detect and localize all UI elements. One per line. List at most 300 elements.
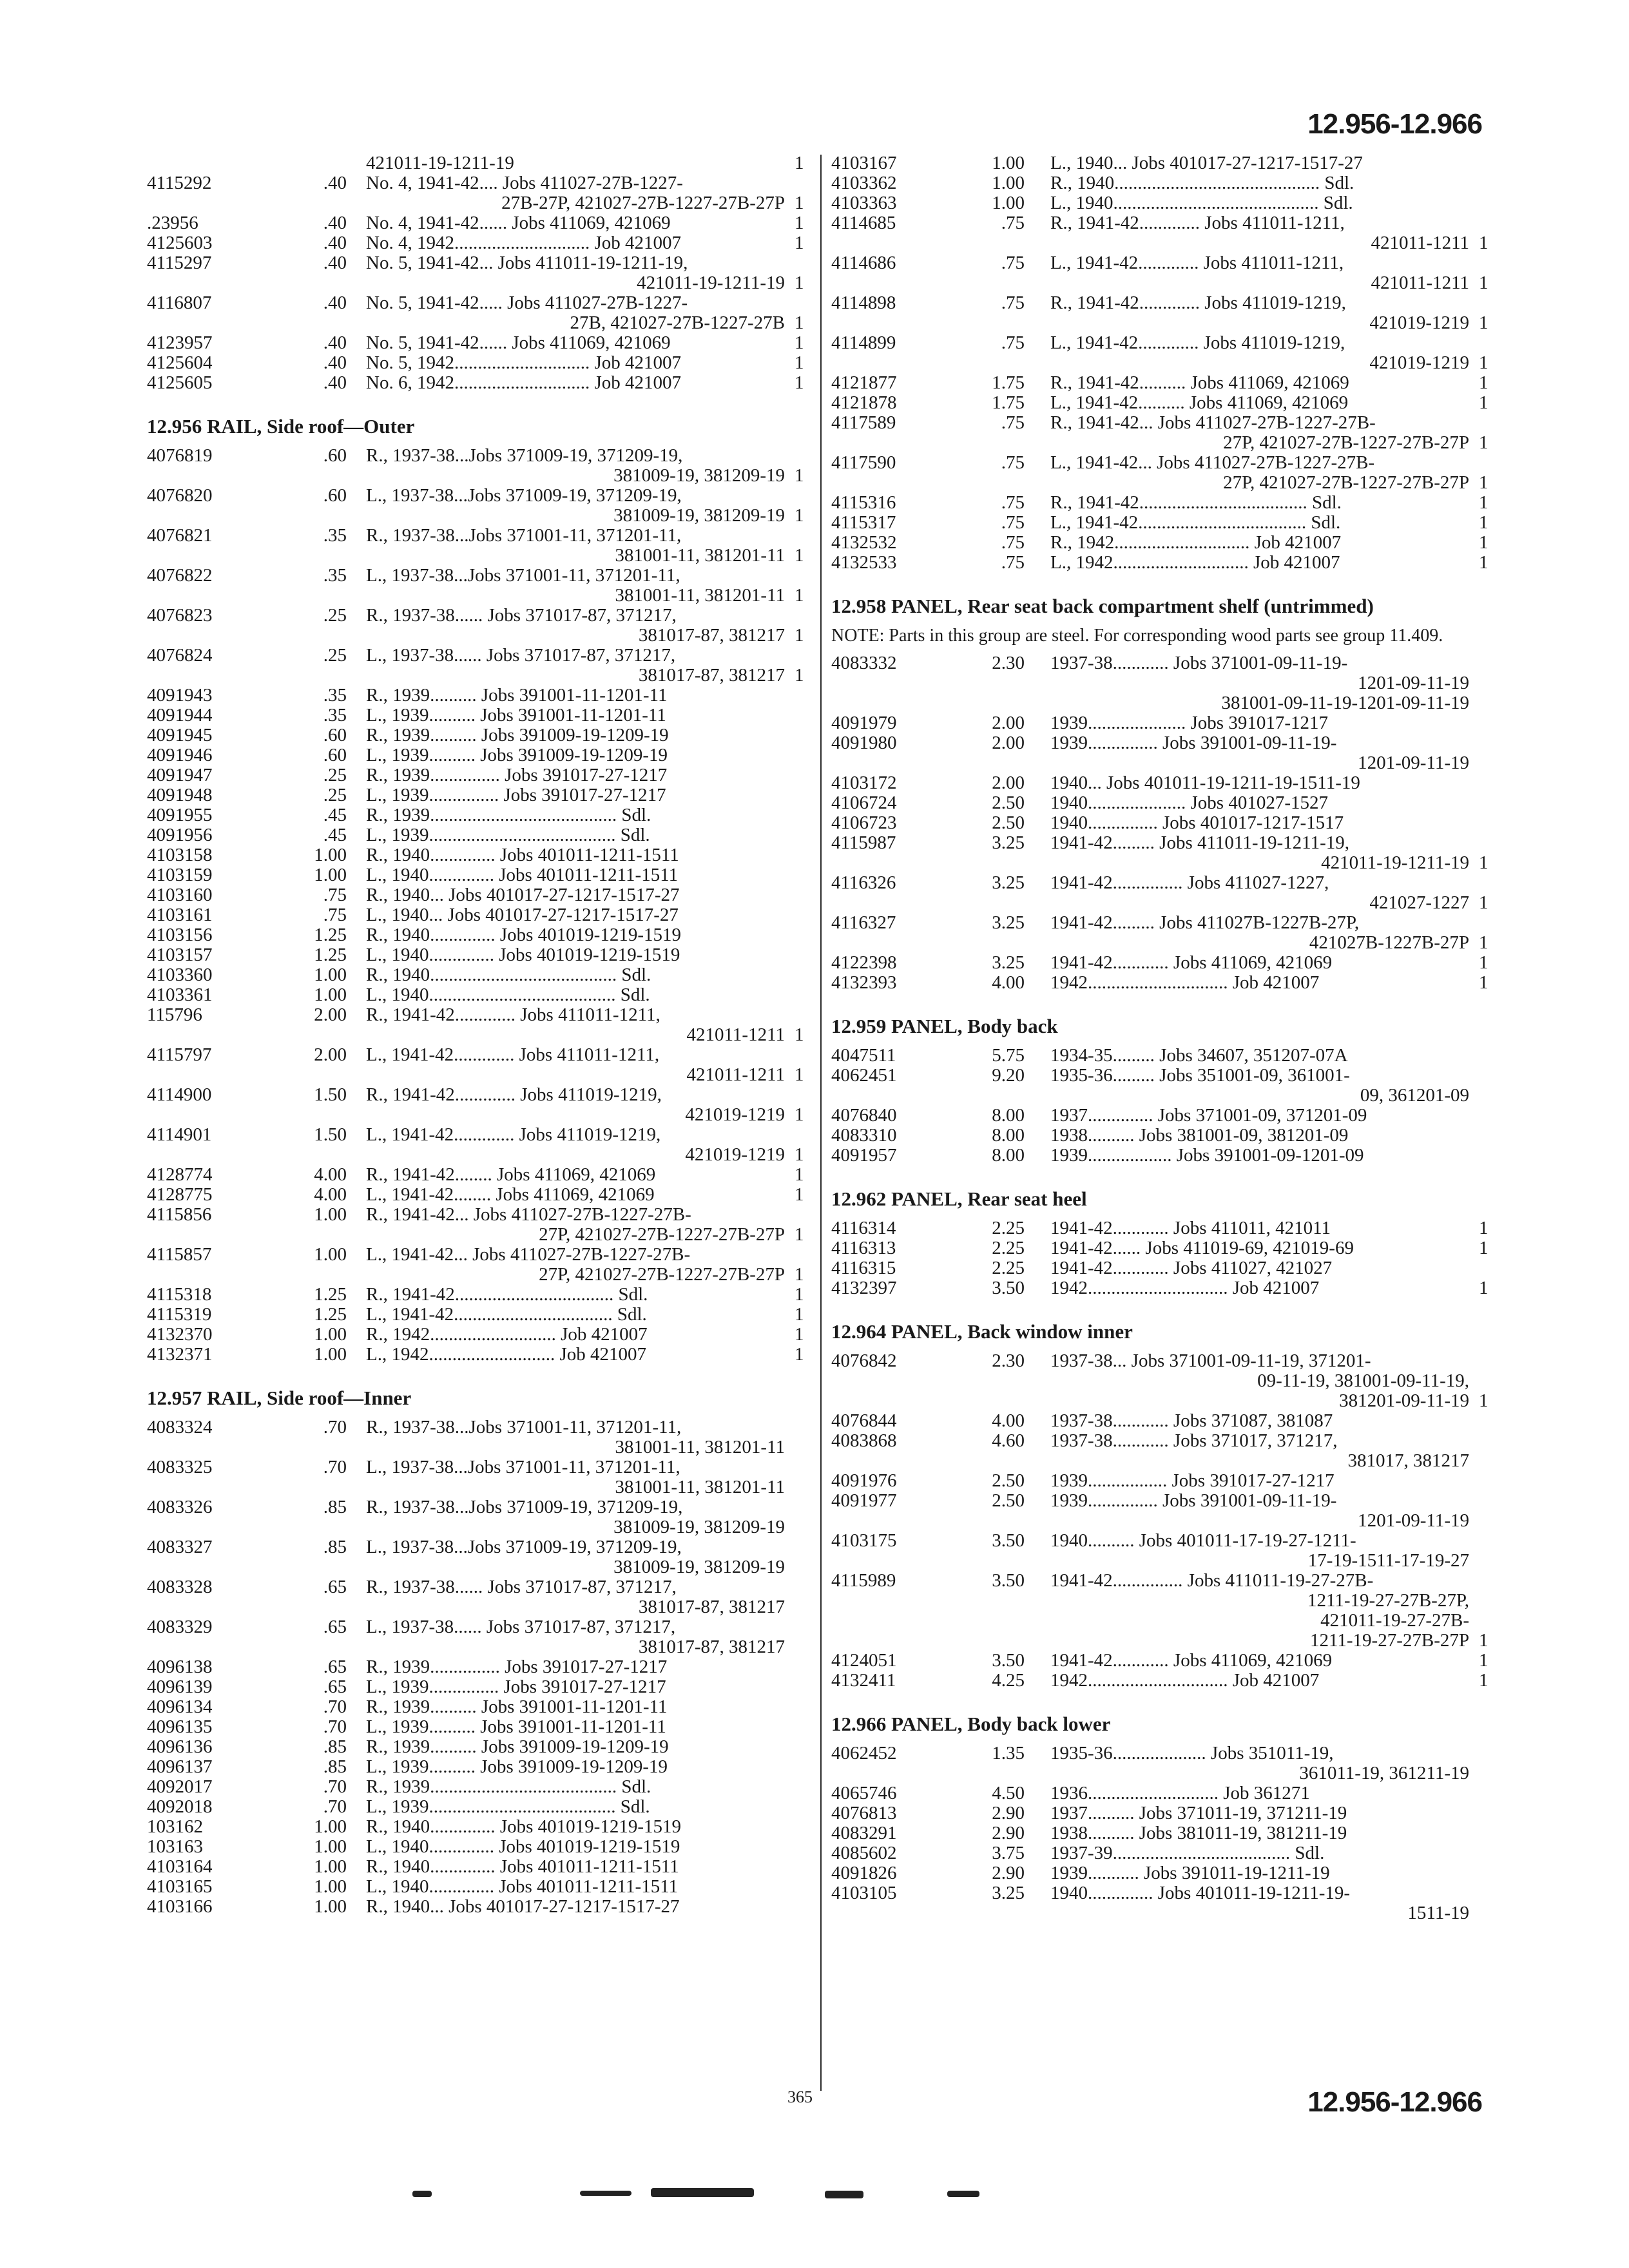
part-row: [147, 353, 813, 373]
page-range-header: 12.956-12.966: [1307, 108, 1482, 140]
part-description: [366, 706, 785, 726]
part-price: 2.00: [992, 713, 1025, 733]
description-line: 1941-42...... Jobs 411019-69, 421019-69: [1050, 1238, 1354, 1258]
description-line: No. 4, 1941-42.... Jobs 411027-27B-1227-: [366, 173, 683, 193]
description-line: 1936............................ Job 361271: [1050, 1783, 1310, 1803]
description-line: L., 1941-42.................................... Sdl.: [1050, 512, 1341, 533]
part-row: [831, 513, 1496, 533]
part-row: [831, 1106, 1496, 1126]
part-price: 2.00: [314, 1044, 347, 1065]
part-row: [147, 1697, 813, 1717]
part-description: [1050, 1883, 1469, 1923]
part-row: [147, 945, 813, 965]
description-line: 27P, 421027-27B-1227-27B-27P: [1223, 472, 1469, 493]
part-row: [147, 153, 813, 173]
scan-artifact: [947, 2191, 979, 2197]
description-line: R., 1939.......... Jobs 391001-11-1201-11: [366, 1696, 668, 1717]
description-line: L., 1941-42........ Jobs 411069, 421069: [366, 1184, 655, 1205]
part-row: [831, 533, 1496, 553]
description-line: R., 1940.............. Jobs 401019-1219-1519: [366, 1816, 681, 1837]
part-price: .65: [323, 1577, 347, 1597]
part-price: 4.50: [992, 1783, 1025, 1803]
description-line: R., 1937-38...Jobs 371009-19, 371209-19,: [366, 1497, 683, 1517]
part-number: 4115297: [147, 253, 212, 273]
part-quantity: 1: [1479, 273, 1489, 293]
part-price: .75: [1001, 253, 1025, 273]
description-line: 421011-1211: [1371, 233, 1469, 253]
part-price: 1.00: [314, 1244, 347, 1265]
part-row: [831, 253, 1496, 293]
part-description: [366, 686, 785, 706]
part-description: [366, 373, 785, 393]
part-number: 4114685: [831, 213, 896, 233]
part-description: [366, 1325, 785, 1345]
description-line: L., 1940............................................ Sdl.: [1050, 193, 1353, 213]
part-row: [147, 686, 813, 706]
part-quantity: 1: [1479, 472, 1489, 493]
description-line: R., 1937-38...... Jobs 371017-87, 371217,: [366, 605, 677, 626]
right-column: [831, 153, 1496, 1923]
part-row: [147, 765, 813, 785]
part-number: 4083328: [147, 1577, 213, 1597]
part-row: [147, 1777, 813, 1797]
part-quantity: 1: [1479, 352, 1489, 373]
part-description: [366, 1418, 785, 1457]
part-price: 1.75: [992, 372, 1025, 393]
part-number: 4124051: [831, 1650, 897, 1671]
part-row: [831, 1744, 1496, 1783]
part-number: 4091956: [147, 825, 213, 845]
part-price: .40: [323, 293, 347, 313]
part-number: 4103167: [831, 153, 897, 173]
part-row: [147, 1817, 813, 1837]
description-line: R., 1941-42.................................... Sdl.: [1050, 492, 1342, 513]
page-number: 365: [787, 2088, 813, 2106]
page-range-footer: 12.956-12.966: [1307, 2086, 1482, 2118]
part-description: [1050, 553, 1469, 573]
description-line: 1940.......... Jobs 401011-17-19-27-1211-: [1050, 1530, 1356, 1551]
part-description: [1050, 213, 1469, 253]
part-row: [831, 1671, 1496, 1691]
part-row: [147, 1877, 813, 1897]
part-price: .35: [323, 525, 347, 546]
description-line: 1937.............. Jobs 371001-09, 371201-09: [1050, 1105, 1367, 1126]
description-line: 1940..................... Jobs 401027-1527: [1050, 793, 1328, 813]
part-quantity: 1: [1479, 432, 1489, 453]
part-description: [1050, 713, 1469, 733]
part-price: 9.20: [992, 1065, 1025, 1086]
part-number: 4103160: [147, 885, 213, 905]
part-description: [366, 1817, 785, 1837]
part-row: [831, 1803, 1496, 1823]
part-number: 4096139: [147, 1677, 213, 1697]
part-row: [831, 213, 1496, 253]
part-number: 4091944: [147, 705, 213, 726]
part-description: [366, 1497, 785, 1537]
part-row: [831, 813, 1496, 833]
part-row: [147, 173, 813, 213]
part-number: 4103363: [831, 193, 897, 213]
part-quantity: 1: [795, 1144, 804, 1165]
part-number: 4132532: [831, 532, 897, 553]
part-row: [831, 1411, 1496, 1431]
part-row: [831, 1218, 1496, 1238]
part-description: [366, 333, 785, 353]
part-number: 4076844: [831, 1410, 897, 1431]
part-price: .75: [1001, 512, 1025, 533]
part-price: .35: [323, 565, 347, 586]
part-price: .85: [323, 1756, 347, 1777]
part-price: 1.00: [314, 1204, 347, 1225]
part-description: [1050, 173, 1469, 193]
part-price: 8.00: [992, 1105, 1025, 1126]
part-number: 4115316: [831, 492, 896, 513]
description-line: 1939............... Jobs 391001-09-11-19-: [1050, 1490, 1337, 1511]
description-line: R., 1939.......... Jobs 391009-19-1209-19: [366, 1736, 669, 1757]
description-line: 1941-42......... Jobs 411011-19-1211-19,: [1050, 832, 1349, 853]
part-description: [1050, 1863, 1469, 1883]
part-description: [366, 1457, 785, 1497]
part-number: 4103172: [831, 773, 897, 793]
part-description: [366, 1285, 785, 1305]
part-number: 4091980: [831, 733, 897, 753]
part-row: [147, 1205, 813, 1245]
description-line: 1938.......... Jobs 381011-19, 381211-19: [1050, 1823, 1347, 1843]
part-description: [1050, 1411, 1469, 1431]
part-price: .75: [1001, 412, 1025, 433]
part-description: [366, 1777, 785, 1797]
part-description: [1050, 1671, 1469, 1691]
part-row: [147, 1577, 813, 1617]
part-number: 103162: [147, 1816, 203, 1837]
part-description: [366, 985, 785, 1005]
description-line: 381009-19, 381209-19: [613, 505, 785, 526]
part-number: 4076819: [147, 445, 213, 466]
description-line: 381001-11, 381201-11: [615, 545, 785, 566]
description-line: 1940... Jobs 401011-19-1211-19-1511-19: [1050, 773, 1360, 793]
description-line: R., 1937-38...Jobs 371001-11, 371201-11,: [366, 525, 682, 546]
part-quantity: 1: [1479, 512, 1489, 533]
part-row: [831, 1258, 1496, 1278]
part-number: 4085602: [831, 1843, 897, 1863]
part-price: 1.25: [314, 945, 347, 965]
part-row: [147, 825, 813, 845]
part-price: 1.00: [992, 153, 1025, 173]
part-price: 1.00: [314, 1896, 347, 1917]
description-line: 381001-11, 381201-11: [615, 585, 785, 606]
part-price: 1.00: [314, 985, 347, 1005]
part-row: [831, 1126, 1496, 1146]
part-price: .70: [323, 1417, 347, 1437]
part-price: .75: [1001, 332, 1025, 353]
part-price: 2.90: [992, 1803, 1025, 1823]
part-row: [831, 1238, 1496, 1258]
part-price: .65: [323, 1617, 347, 1637]
part-number: 4103164: [147, 1856, 213, 1877]
part-quantity: 1: [795, 545, 804, 566]
part-description: [366, 1005, 785, 1045]
part-description: [1050, 1843, 1469, 1863]
part-number: 4083291: [831, 1823, 897, 1843]
part-number: 4116807: [147, 293, 212, 313]
part-description: [366, 1165, 785, 1185]
part-row: [831, 193, 1496, 213]
description-line: 1941-42............ Jobs 411069, 421069: [1050, 952, 1333, 973]
description-line: 381001-09-11-19-1201-09-11-19: [1221, 693, 1469, 713]
part-number: 4115856: [147, 1204, 212, 1225]
part-row: [831, 1823, 1496, 1843]
part-number: 4115857: [147, 1244, 212, 1265]
part-number: 4125603: [147, 233, 213, 253]
part-number: 4116313: [831, 1238, 896, 1258]
description-line: R., 1940........................................ Sdl.: [366, 965, 651, 985]
part-number: 4065746: [831, 1783, 897, 1803]
description-line: 09, 361201-09: [1360, 1085, 1469, 1106]
part-description: [1050, 413, 1469, 453]
part-number: 4076820: [147, 485, 213, 506]
part-number: 4121878: [831, 392, 897, 413]
part-row: [831, 1351, 1496, 1411]
part-quantity: 1: [795, 372, 804, 393]
part-number: 4062452: [831, 1743, 897, 1763]
part-description: [1050, 1258, 1469, 1278]
part-price: 3.25: [992, 872, 1025, 893]
part-row: [147, 526, 813, 566]
part-description: [1050, 773, 1469, 793]
part-description: [366, 1345, 785, 1365]
part-row: [147, 1837, 813, 1857]
part-price: 1.00: [314, 1856, 347, 1877]
part-quantity: 1: [1479, 1670, 1489, 1691]
part-number: 4114900: [147, 1084, 212, 1105]
part-price: .85: [323, 1736, 347, 1757]
description-line: No. 4, 1941-42...... Jobs 411069, 421069: [366, 213, 671, 233]
part-row: [147, 1418, 813, 1457]
part-description: [366, 726, 785, 745]
description-line: 421011-1211: [686, 1064, 785, 1085]
part-price: 1.50: [314, 1084, 347, 1105]
description-line: L., 1942............................. Job 421007: [1050, 552, 1340, 573]
part-price: 1.00: [314, 965, 347, 985]
part-row: [831, 333, 1496, 373]
part-price: .40: [323, 372, 347, 393]
part-quantity: 1: [795, 1324, 804, 1345]
description-line: R., 1939.......... Jobs 391009-19-1209-19: [366, 725, 669, 745]
part-row: [147, 1797, 813, 1817]
part-price: 3.25: [992, 912, 1025, 933]
part-description: [1050, 1651, 1469, 1671]
part-price: 2.25: [992, 1238, 1025, 1258]
left-column: [147, 153, 813, 1917]
part-number: 4114901: [147, 1124, 212, 1145]
part-row: [831, 393, 1496, 413]
part-row: [831, 293, 1496, 333]
part-row: [147, 566, 813, 606]
part-number: 4092018: [147, 1796, 213, 1817]
part-row: [147, 1125, 813, 1165]
part-row: [147, 1305, 813, 1325]
part-price: 4.00: [314, 1164, 347, 1185]
part-description: [1050, 533, 1469, 553]
part-description: [1050, 1491, 1469, 1531]
description-line: L., 1939........................................ Sdl.: [366, 825, 650, 845]
part-number: 4115318: [147, 1284, 212, 1305]
part-quantity: 1: [795, 585, 804, 606]
part-quantity: 1: [795, 505, 804, 526]
part-price: 1.25: [314, 1304, 347, 1325]
part-number: 4116327: [831, 912, 896, 933]
part-description: [366, 745, 785, 765]
part-price: .40: [323, 213, 347, 233]
part-row: [147, 1617, 813, 1657]
part-number: 4115987: [831, 832, 896, 853]
part-quantity: 1: [795, 233, 804, 253]
description-line: 1938.......... Jobs 381001-09, 381201-09: [1050, 1125, 1349, 1146]
description-line: 421027B-1227B-27P: [1309, 932, 1469, 953]
description-line: R., 1941-42............. Jobs 411011-1211,: [366, 1004, 660, 1025]
part-price: .65: [323, 1677, 347, 1697]
description-line: 1211-19-27-27B-27P: [1309, 1630, 1469, 1651]
description-line: R., 1941-42........ Jobs 411069, 421069: [366, 1164, 656, 1185]
part-row: [147, 1717, 813, 1737]
part-price: 3.25: [992, 1883, 1025, 1903]
part-number: 4091979: [831, 713, 897, 733]
part-number: 4062451: [831, 1065, 897, 1086]
part-price: .75: [1001, 293, 1025, 313]
part-number: 4114898: [831, 293, 896, 313]
description-line: 1937-39...................................... Sdl.: [1050, 1843, 1325, 1863]
description-line: 381009-19, 381209-19: [613, 1517, 785, 1537]
part-number: 4103166: [147, 1896, 213, 1917]
part-quantity: 1: [795, 1284, 804, 1305]
part-description: [1050, 393, 1469, 413]
part-quantity: 1: [1479, 972, 1489, 993]
section-heading: 12.956 RAIL, Side roof—Outer: [147, 415, 415, 437]
part-number: 4076813: [831, 1803, 897, 1823]
description-line: 381001-11, 381201-11: [615, 1437, 785, 1457]
description-line: 361011-19, 361211-19: [1299, 1763, 1469, 1783]
part-number: 4096138: [147, 1657, 213, 1677]
description-line: 1941-42............ Jobs 411011, 421011: [1050, 1218, 1331, 1238]
description-line: 1939........... Jobs 391011-19-1211-19: [1050, 1863, 1330, 1883]
description-line: R., 1941-42.......... Jobs 411069, 421069: [1050, 372, 1349, 393]
description-line: 1935-36......... Jobs 351001-09, 361001-: [1050, 1065, 1350, 1086]
part-price: .75: [1001, 532, 1025, 553]
part-description: [366, 1897, 785, 1917]
part-price: 1.50: [314, 1124, 347, 1145]
part-number: 4115317: [831, 512, 896, 533]
part-price: 3.50: [992, 1278, 1025, 1298]
part-quantity: 1: [795, 1104, 804, 1125]
description-line: L., 1939............... Jobs 391017-27-1217: [366, 785, 666, 805]
part-row: [147, 1345, 813, 1365]
part-quantity: 1: [795, 332, 804, 353]
description-line: 421011-19-1211-19: [1321, 852, 1469, 873]
description-line: L., 1940.............. Jobs 401011-1211-1511: [366, 1876, 679, 1897]
part-description: [1050, 253, 1469, 293]
part-description: [1050, 1106, 1469, 1126]
part-number: 4115989: [831, 1570, 896, 1591]
part-row: [831, 1491, 1496, 1531]
part-price: .70: [323, 1696, 347, 1717]
part-row: [831, 1571, 1496, 1651]
part-number: 4076823: [147, 605, 213, 626]
part-number: 4083332: [831, 653, 897, 673]
description-line: R., 1941-42.................................. Sdl.: [366, 1284, 648, 1305]
description-line: L., 1937-38...Jobs 371009-19, 371209-19,: [366, 1537, 682, 1557]
part-description: [366, 293, 785, 333]
part-price: .70: [323, 1716, 347, 1737]
part-description: [1050, 1218, 1469, 1238]
part-quantity: 1: [1479, 1218, 1489, 1238]
part-quantity: 1: [795, 1064, 804, 1085]
part-description: [366, 1185, 785, 1205]
part-description: [366, 353, 785, 373]
part-quantity: 1: [1479, 233, 1489, 253]
part-number: 4096135: [147, 1716, 213, 1737]
part-description: [366, 1797, 785, 1817]
part-quantity: 1: [1479, 1630, 1489, 1651]
description-line: R., 1941-42............. Jobs 411011-1211,: [1050, 213, 1345, 233]
part-row: [831, 793, 1496, 813]
part-row: [147, 1185, 813, 1205]
part-price: .25: [323, 765, 347, 785]
description-line: 381017-87, 381217: [638, 625, 785, 646]
part-number: 4132370: [147, 1324, 213, 1345]
description-line: 1942.............................. Job 421007: [1050, 972, 1320, 993]
part-description: [1050, 493, 1469, 513]
part-description: [366, 1537, 785, 1577]
section-heading: 12.959 PANEL, Body back: [831, 1015, 1058, 1037]
part-description: [1050, 1238, 1469, 1258]
part-row: [831, 953, 1496, 973]
part-number: 4103158: [147, 845, 213, 865]
description-line: R., 1940............................................ Sdl.: [1050, 173, 1354, 193]
description-line: 381017-87, 381217: [638, 1637, 785, 1657]
part-number: 4083325: [147, 1457, 213, 1477]
description-line: 1940.............. Jobs 401011-19-1211-19-: [1050, 1883, 1351, 1903]
part-price: .85: [323, 1497, 347, 1517]
part-number: 4115797: [147, 1044, 212, 1065]
part-description: [366, 1657, 785, 1677]
description-line: 421011-1211: [686, 1024, 785, 1045]
description-line: R., 1941-42............. Jobs 411019-1219,: [1050, 293, 1346, 313]
part-description: [366, 1697, 785, 1717]
section-heading: 12.958 PANEL, Rear seat back compartment shelf (untrimmed): [831, 595, 1374, 617]
part-row: [147, 745, 813, 765]
part-price: .75: [323, 905, 347, 925]
part-price: 2.50: [992, 793, 1025, 813]
description-line: 1201-09-11-19: [1358, 753, 1469, 773]
part-quantity: 1: [1479, 392, 1489, 413]
part-number: 4083327: [147, 1537, 213, 1557]
description-line: 381017, 381217: [1347, 1450, 1469, 1471]
part-price: 2.00: [992, 733, 1025, 753]
part-number: 4083326: [147, 1497, 213, 1517]
description-line: L., 1941-42.......... Jobs 411069, 421069: [1050, 392, 1349, 413]
part-row: [147, 646, 813, 686]
part-quantity: 1: [1479, 1238, 1489, 1258]
part-number: 4091945: [147, 725, 213, 745]
part-row: [147, 333, 813, 353]
description-line: 27P, 421027-27B-1227-27B-27P: [539, 1224, 785, 1245]
part-price: 4.00: [992, 972, 1025, 993]
description-line: R., 1940.............. Jobs 401011-1211-1511: [366, 1856, 679, 1877]
part-number: 103163: [147, 1836, 203, 1857]
description-line: 1211-19-27-27B-27P,: [1307, 1590, 1469, 1611]
part-row: [831, 453, 1496, 493]
part-number: 4091826: [831, 1863, 897, 1883]
